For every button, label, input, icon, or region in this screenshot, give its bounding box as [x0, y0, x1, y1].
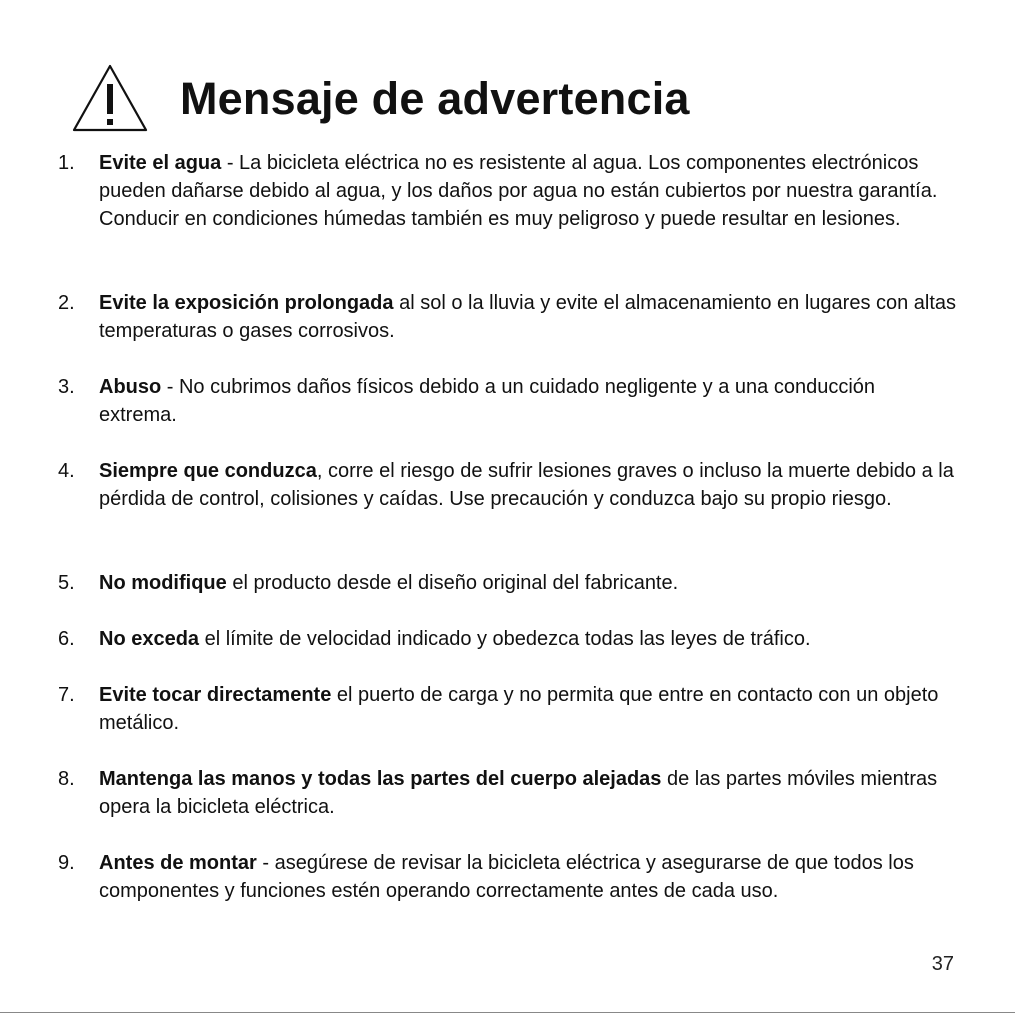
item-bold-lead: No exceda — [99, 628, 200, 650]
bottom-divider — [0, 1012, 1015, 1013]
list-item — [58, 765, 958, 821]
item-body: - La bicicleta eléctrica no es resistente al agua. Los componentes electrónicos pueden dañarse debido al agua, y los daños por agua no están cubiertos por nuestra garantía. Conducir en condiciones húmedas también es muy peligroso y puede resultar en lesiones. — [99, 152, 938, 230]
item-number: 1. — [58, 152, 75, 174]
page-title: Mensaje de advertencia — [180, 72, 690, 124]
item-body: el límite de velocidad indicado y obedezca todas las leyes de tráfico. — [199, 628, 811, 650]
item-text — [99, 765, 958, 821]
item-number: 3. — [58, 376, 75, 398]
item-body: de las partes móviles mientras opera la bicicleta eléctrica. — [99, 768, 938, 818]
item-text — [99, 569, 958, 597]
item-body: - No cubrimos daños físicos debido a un cuidado negligente y a una conducción extrema. — [99, 376, 876, 426]
item-body: al sol o la lluvia y evite el almacenamiento en lugares con altas temperaturas o gases corrosivos. — [99, 292, 957, 342]
item-bold-lead: No modifique — [99, 572, 227, 594]
item-number: 8. — [58, 768, 75, 790]
item-number: 5. — [58, 572, 75, 594]
item-bold-lead: Evite tocar directamente — [99, 684, 332, 706]
item-number: 2. — [58, 292, 75, 314]
item-number: 9. — [58, 852, 75, 874]
item-text — [99, 289, 958, 345]
item-bold-lead: Mantenga las manos y todas las partes del cuerpo alejadas — [99, 768, 662, 790]
list-item — [58, 849, 958, 905]
list-item — [58, 569, 958, 597]
item-text — [99, 373, 958, 429]
item-bold-lead: Abuso — [99, 376, 162, 398]
item-text — [99, 625, 958, 653]
warning-header — [70, 58, 690, 138]
item-number: 4. — [58, 460, 75, 482]
item-text — [99, 457, 958, 513]
item-body: el producto desde el diseño original del fabricante. — [226, 572, 679, 594]
item-number: 6. — [58, 628, 75, 650]
list-item — [58, 149, 958, 233]
list-item — [58, 681, 958, 737]
item-bold-lead: Siempre que conduzca — [99, 460, 317, 482]
list-item — [58, 457, 958, 513]
item-body: el puerto de carga y no permita que entre en contacto con un objeto metálico. — [99, 684, 939, 734]
list-item — [58, 373, 958, 429]
warning-triangle-icon — [70, 62, 150, 134]
item-text — [99, 849, 958, 905]
item-bold-lead: Evite el agua — [99, 152, 222, 174]
item-body: - asegúrese de revisar la bicicleta eléctrica y asegurarse de que todos los componentes y funciones estén operando correctamente antes de cada uso. — [99, 852, 914, 902]
item-bold-lead: Antes de montar — [99, 852, 257, 874]
page-number: 37 — [931, 953, 954, 975]
item-number: 7. — [58, 684, 75, 706]
item-bold-lead: Evite la exposición prolongada — [99, 292, 394, 314]
list-item — [58, 625, 958, 653]
list-item — [58, 289, 958, 345]
item-text — [99, 149, 958, 233]
item-body: , corre el riesgo de sufrir lesiones graves o incluso la muerte debido a la pérdida de control, colisiones y caídas. Use precaución y conduzca bajo su propio riesgo. — [99, 460, 954, 510]
item-text — [99, 681, 958, 737]
